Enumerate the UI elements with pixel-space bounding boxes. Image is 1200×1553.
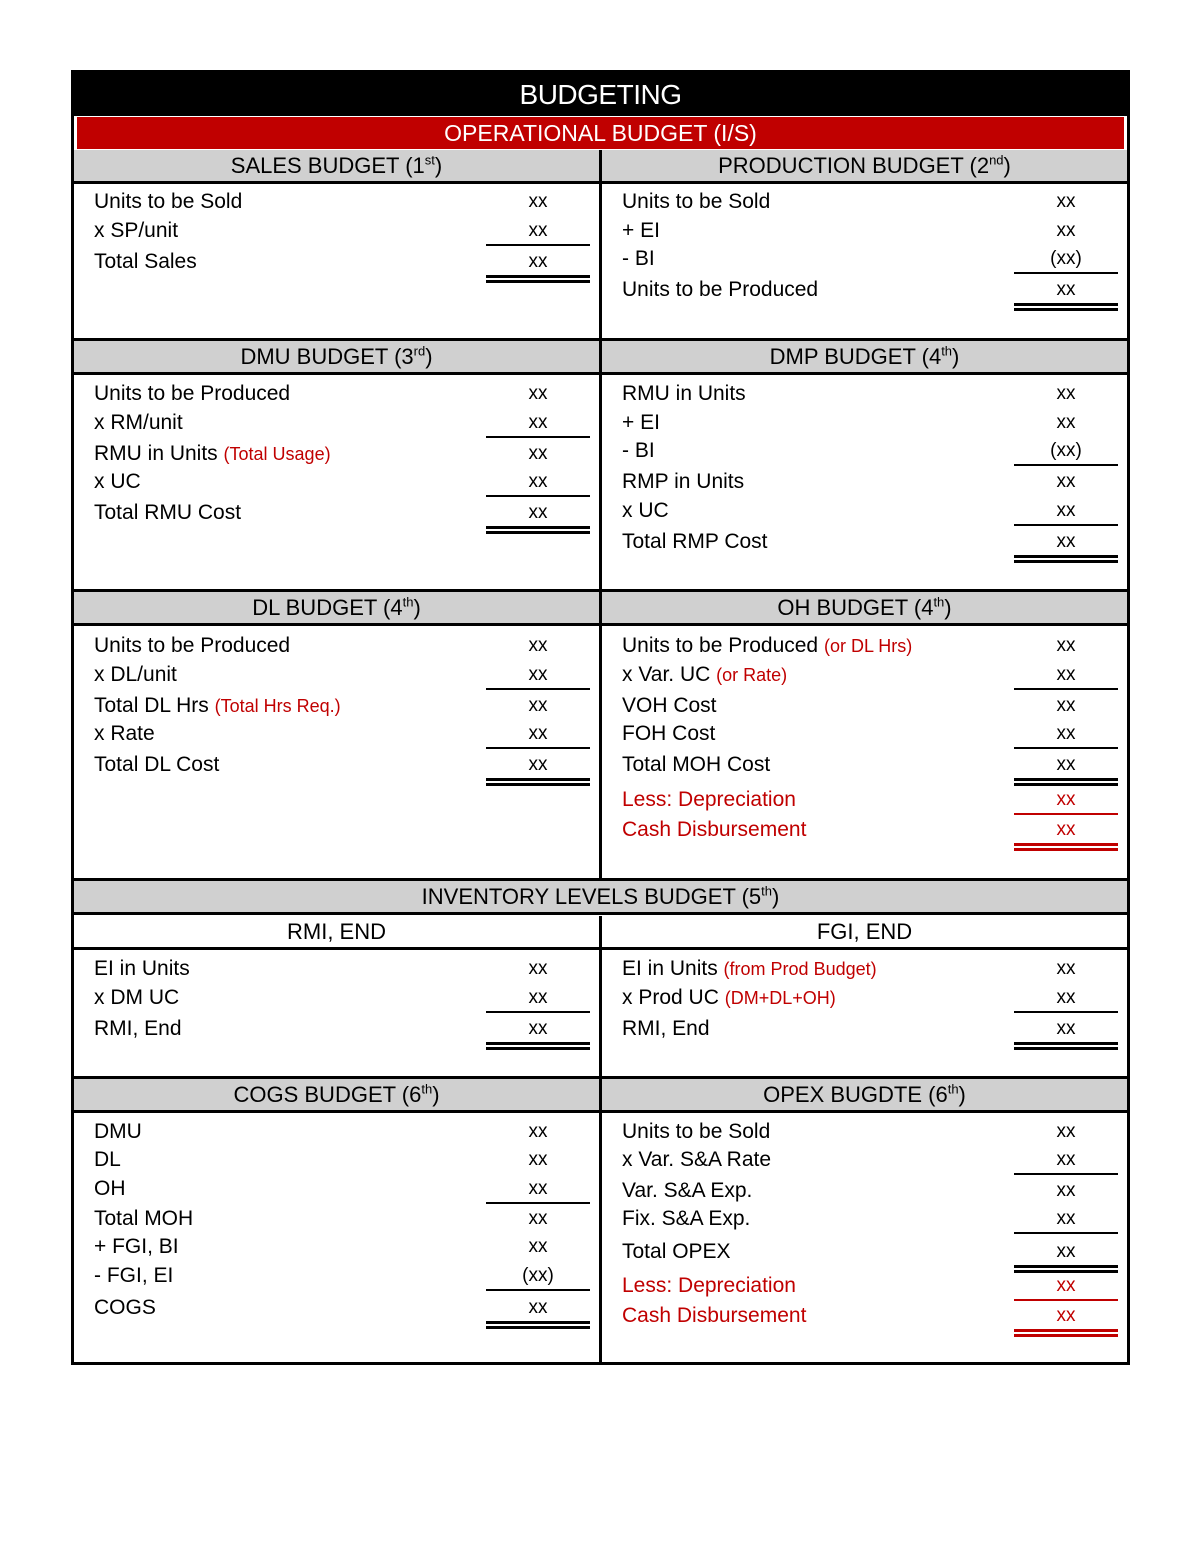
fgi-row-label <box>622 984 836 1012</box>
label-text: - BI <box>622 439 655 462</box>
production-row <box>74 245 1127 273</box>
cogs-row-value: xx <box>528 1208 548 1229</box>
oh-row-value: xx <box>1056 664 1076 685</box>
oh-row-value: xx <box>1056 789 1076 810</box>
label-note: (Total Hrs Req.) <box>214 696 341 716</box>
fgi-end-header <box>602 916 1127 950</box>
label-text: EI in Units <box>622 957 718 980</box>
cogs-budget-header <box>74 1079 599 1113</box>
single-underline <box>1014 1299 1118 1301</box>
dmu-budget-title: DMU BUDGET (3 <box>240 344 414 369</box>
dmp-row-label <box>622 497 669 525</box>
oh-row <box>74 692 1127 720</box>
dl-row-value: xx <box>528 664 548 685</box>
label-text: Units to be Produced <box>622 278 819 301</box>
production-row-label <box>622 217 660 245</box>
label-text: Total DL Cost <box>94 753 220 776</box>
oh-row-value: xx <box>1056 723 1076 744</box>
sales-budget-paren: ) <box>434 153 443 178</box>
oh-row-label <box>622 786 796 814</box>
label-text: x RM/unit <box>94 411 183 434</box>
dmp-row-value: xx <box>1056 383 1076 404</box>
label-text: COGS <box>94 1296 156 1319</box>
opex-budget-header <box>602 1079 1127 1113</box>
label-text: Units to be Produced <box>94 382 291 405</box>
rmi-row-value: xx <box>528 987 548 1008</box>
double-underline <box>1014 303 1118 311</box>
cogs-row-value: (xx) <box>522 1265 554 1286</box>
dmp-row-label <box>622 409 660 437</box>
rmi-end-header <box>74 916 599 950</box>
production-budget-paren: ) <box>1003 153 1011 178</box>
dmu-budget-ordinal: rd <box>413 343 426 359</box>
label-text: + FGI, BI <box>94 1235 179 1258</box>
double-underline <box>486 778 590 786</box>
oh-row-label <box>622 751 770 779</box>
opex-row-label <box>622 1205 750 1233</box>
production-row-value: (xx) <box>1050 248 1082 269</box>
oh-row <box>74 751 1127 779</box>
opex-row <box>74 1177 1127 1205</box>
opex-row-value: xx <box>1056 1241 1076 1262</box>
label-text: Total MOH <box>94 1207 194 1230</box>
production-row-value: xx <box>1056 220 1076 241</box>
label-text: Total RMU Cost <box>94 501 242 524</box>
label-text: - FGI, EI <box>94 1264 174 1287</box>
label-text: Cash Disbursement <box>622 818 807 841</box>
label-text: RMU in Units <box>622 382 746 405</box>
oh-row-value: xx <box>1056 695 1076 716</box>
dmp-row <box>74 409 1127 437</box>
rmi-row-value: xx <box>528 1018 548 1039</box>
opex-budget-ordinal: th <box>947 1081 959 1097</box>
dmp-budget-ordinal: th <box>941 343 953 359</box>
label-note: (DM+DL+OH) <box>724 988 836 1008</box>
opex-row-label <box>622 1177 752 1205</box>
sales-budget-title: SALES BUDGET (1 <box>230 153 425 178</box>
double-underline <box>1014 555 1118 563</box>
opex-row <box>74 1205 1127 1233</box>
label-text: x DL/unit <box>94 663 177 686</box>
oh-row <box>74 720 1127 748</box>
label-text: x UC <box>94 470 141 493</box>
rmi-end-title: RMI, END <box>287 919 386 944</box>
cogs-row-value: xx <box>528 1178 548 1199</box>
production-budget-title: PRODUCTION BUDGET (2 <box>718 153 990 178</box>
rmi-row-value: xx <box>528 958 548 979</box>
cogs-row-value: xx <box>528 1297 548 1318</box>
opex-row-label <box>622 1302 806 1330</box>
opex-budget-title: OPEX BUGDTE (6 <box>763 1082 948 1107</box>
single-underline <box>1014 1011 1118 1013</box>
opex-row-label <box>622 1146 771 1174</box>
fgi-row-value: xx <box>1056 1018 1076 1039</box>
dmp-row-label <box>622 528 768 556</box>
cogs-budget-title: COGS BUDGET (6 <box>233 1082 422 1107</box>
oh-budget-paren: ) <box>944 595 952 620</box>
opex-row <box>74 1238 1127 1266</box>
oh-row-value: xx <box>1056 754 1076 775</box>
dmp-row-label <box>622 468 744 496</box>
dmu-row-value: xx <box>528 471 548 492</box>
oh-row-label <box>622 720 715 748</box>
label-text: EI in Units <box>94 957 190 980</box>
dmp-row-value: xx <box>1056 471 1076 492</box>
dmp-budget-header <box>602 341 1127 375</box>
label-text: Total OPEX <box>622 1240 731 1263</box>
label-text: DMU <box>94 1120 142 1143</box>
single-underline <box>1014 524 1118 526</box>
label-text: Units to be Sold <box>622 190 771 213</box>
dmp-row <box>74 497 1127 525</box>
oh-row <box>74 816 1127 844</box>
double-underline <box>1014 1329 1118 1337</box>
dmp-row <box>74 380 1127 408</box>
oh-budget-header <box>602 592 1127 626</box>
label-text: RMI, End <box>622 1017 710 1040</box>
label-text: RMU in Units <box>94 442 218 465</box>
oh-row-value: xx <box>1056 819 1076 840</box>
dmp-row <box>74 468 1127 496</box>
production-row-label <box>622 245 655 273</box>
label-text: Fix. S&A Exp. <box>622 1207 751 1230</box>
label-text: x Var. UC <box>622 663 711 686</box>
label-text: OH <box>94 1177 126 1200</box>
sales-row-value: xx <box>528 251 548 272</box>
dmp-row-value: (xx) <box>1050 440 1082 461</box>
opex-row-value: xx <box>1056 1275 1076 1296</box>
dmp-budget-title: DMP BUDGET (4 <box>769 344 942 369</box>
label-text: x Prod UC <box>622 986 719 1009</box>
label-text: Less: Depreciation <box>622 788 796 811</box>
label-text: x UC <box>622 499 669 522</box>
dmu-budget-header <box>74 341 599 375</box>
label-text: DL <box>94 1148 121 1171</box>
fgi-row-label <box>622 955 877 983</box>
opex-row-value: xx <box>1056 1180 1076 1201</box>
label-text: x DM UC <box>94 986 180 1009</box>
label-text: Less: Depreciation <box>622 1274 796 1297</box>
double-underline <box>1014 1042 1118 1050</box>
oh-row-label <box>622 816 806 844</box>
dmu-budget-paren: ) <box>425 344 433 369</box>
dl-budget-header <box>74 592 599 626</box>
sales-budget-ordinal: st <box>424 152 435 168</box>
dmp-row-value: xx <box>1056 531 1076 552</box>
cogs-row-value: xx <box>528 1121 548 1142</box>
label-text: Cash Disbursement <box>622 1304 807 1327</box>
sales-budget-header <box>74 150 599 184</box>
single-underline <box>1014 272 1118 274</box>
label-text: Units to be Produced <box>94 634 291 657</box>
dmp-row <box>74 528 1127 556</box>
label-text: x SP/unit <box>94 219 179 242</box>
cogs-row-value: xx <box>528 1149 548 1170</box>
label-text: RMI, End <box>94 1017 182 1040</box>
production-row-value: xx <box>1056 279 1076 300</box>
dl-row-value: xx <box>528 695 548 716</box>
label-note: (Total Usage) <box>223 444 331 464</box>
production-row <box>74 276 1127 304</box>
oh-row-label <box>622 632 912 660</box>
label-text: Var. S&A Exp. <box>622 1179 753 1202</box>
fgi-row <box>74 955 1127 983</box>
label-text: x Rate <box>94 722 155 745</box>
double-underline <box>1014 778 1118 786</box>
production-budget-ordinal: nd <box>989 152 1004 168</box>
label-text: Total MOH Cost <box>622 753 771 776</box>
label-text: Total Sales <box>94 250 197 273</box>
dmp-row-label <box>622 437 655 465</box>
inventory-levels-header <box>74 881 1127 915</box>
inventory-levels-ordinal: th <box>761 883 772 899</box>
label-text: RMP in Units <box>622 470 745 493</box>
oh-budget-title: OH BUDGET (4 <box>777 595 934 620</box>
dmu-row-value: xx <box>528 383 548 404</box>
label-text: Units to be Produced <box>622 634 819 657</box>
fgi-row-value: xx <box>1056 987 1076 1008</box>
production-row <box>74 188 1127 216</box>
oh-row-value: xx <box>1056 635 1076 656</box>
page-title: BUDGETING <box>74 73 1127 116</box>
label-text: - BI <box>622 247 655 270</box>
dmu-row-value: xx <box>528 443 548 464</box>
dl-row-value: xx <box>528 723 548 744</box>
fgi-row <box>74 1015 1127 1043</box>
double-underline <box>1014 843 1118 851</box>
dl-row-value: xx <box>528 635 548 656</box>
dmu-row-value: xx <box>528 412 548 433</box>
oh-row <box>74 786 1127 814</box>
budgeting-sheet <box>71 70 1130 1365</box>
label-note: (or Rate) <box>716 665 788 685</box>
single-underline <box>1014 813 1118 815</box>
oh-row <box>74 632 1127 660</box>
label-text: Units to be Sold <box>622 1120 771 1143</box>
production-row-value: xx <box>1056 191 1076 212</box>
opex-row <box>74 1302 1127 1330</box>
dmp-row-value: xx <box>1056 412 1076 433</box>
opex-row-value: xx <box>1056 1208 1076 1229</box>
production-row <box>74 217 1127 245</box>
oh-row-label <box>622 661 787 689</box>
dmu-row-value: xx <box>528 502 548 523</box>
opex-row-label <box>622 1272 796 1300</box>
single-underline <box>1014 1173 1118 1175</box>
opex-row-value: xx <box>1056 1121 1076 1142</box>
double-underline <box>486 1042 590 1050</box>
opex-row-value: xx <box>1056 1149 1076 1170</box>
label-text: Total DL Hrs <box>94 694 209 717</box>
dl-row-value: xx <box>528 754 548 775</box>
operational-budget-banner: OPERATIONAL BUDGET (I/S) <box>77 117 1124 149</box>
oh-budget-ordinal: th <box>933 594 945 610</box>
sales-row-value: xx <box>528 191 548 212</box>
dmp-row-label <box>622 380 746 408</box>
production-row-label <box>622 276 818 304</box>
opex-row <box>74 1118 1127 1146</box>
oh-row <box>74 661 1127 689</box>
dmp-row-value: xx <box>1056 500 1076 521</box>
opex-row-value: xx <box>1056 1305 1076 1326</box>
label-text: Units to be Sold <box>94 190 243 213</box>
sales-row-value: xx <box>528 220 548 241</box>
opex-row-label <box>622 1118 770 1146</box>
inventory-levels-title: INVENTORY LEVELS BUDGET (5 <box>421 884 762 909</box>
label-text: + EI <box>622 219 660 242</box>
dl-budget-paren: ) <box>413 595 421 620</box>
label-text: VOH Cost <box>622 694 717 717</box>
label-text: FOH Cost <box>622 722 716 745</box>
label-text: Total RMP Cost <box>622 530 768 553</box>
single-underline <box>1014 1232 1118 1234</box>
fgi-row-value: xx <box>1056 958 1076 979</box>
fgi-row <box>74 984 1127 1012</box>
cogs-budget-paren: ) <box>432 1082 440 1107</box>
inventory-levels-paren: ) <box>772 884 780 909</box>
label-note: (or DL Hrs) <box>823 636 913 656</box>
opex-row <box>74 1146 1127 1174</box>
dmp-row <box>74 437 1127 465</box>
single-underline <box>1014 688 1118 690</box>
single-underline <box>1014 747 1118 749</box>
label-note: (from Prod Budget) <box>723 959 877 979</box>
dmp-budget-paren: ) <box>952 344 960 369</box>
dl-budget-title: DL BUDGET (4 <box>252 595 403 620</box>
fgi-end-title: FGI, END <box>816 919 913 944</box>
production-row-label <box>622 188 770 216</box>
cogs-row-value: xx <box>528 1236 548 1257</box>
opex-row-label <box>622 1238 731 1266</box>
oh-row-label <box>622 692 717 720</box>
fgi-row-label <box>622 1015 710 1043</box>
opex-row <box>74 1272 1127 1300</box>
opex-budget-paren: ) <box>958 1082 966 1107</box>
production-budget-header <box>602 150 1127 184</box>
cogs-budget-ordinal: th <box>421 1081 433 1097</box>
label-text: x Var. S&A Rate <box>622 1148 772 1171</box>
dl-budget-ordinal: th <box>402 594 414 610</box>
label-text: + EI <box>622 411 660 434</box>
single-underline <box>1014 464 1118 466</box>
